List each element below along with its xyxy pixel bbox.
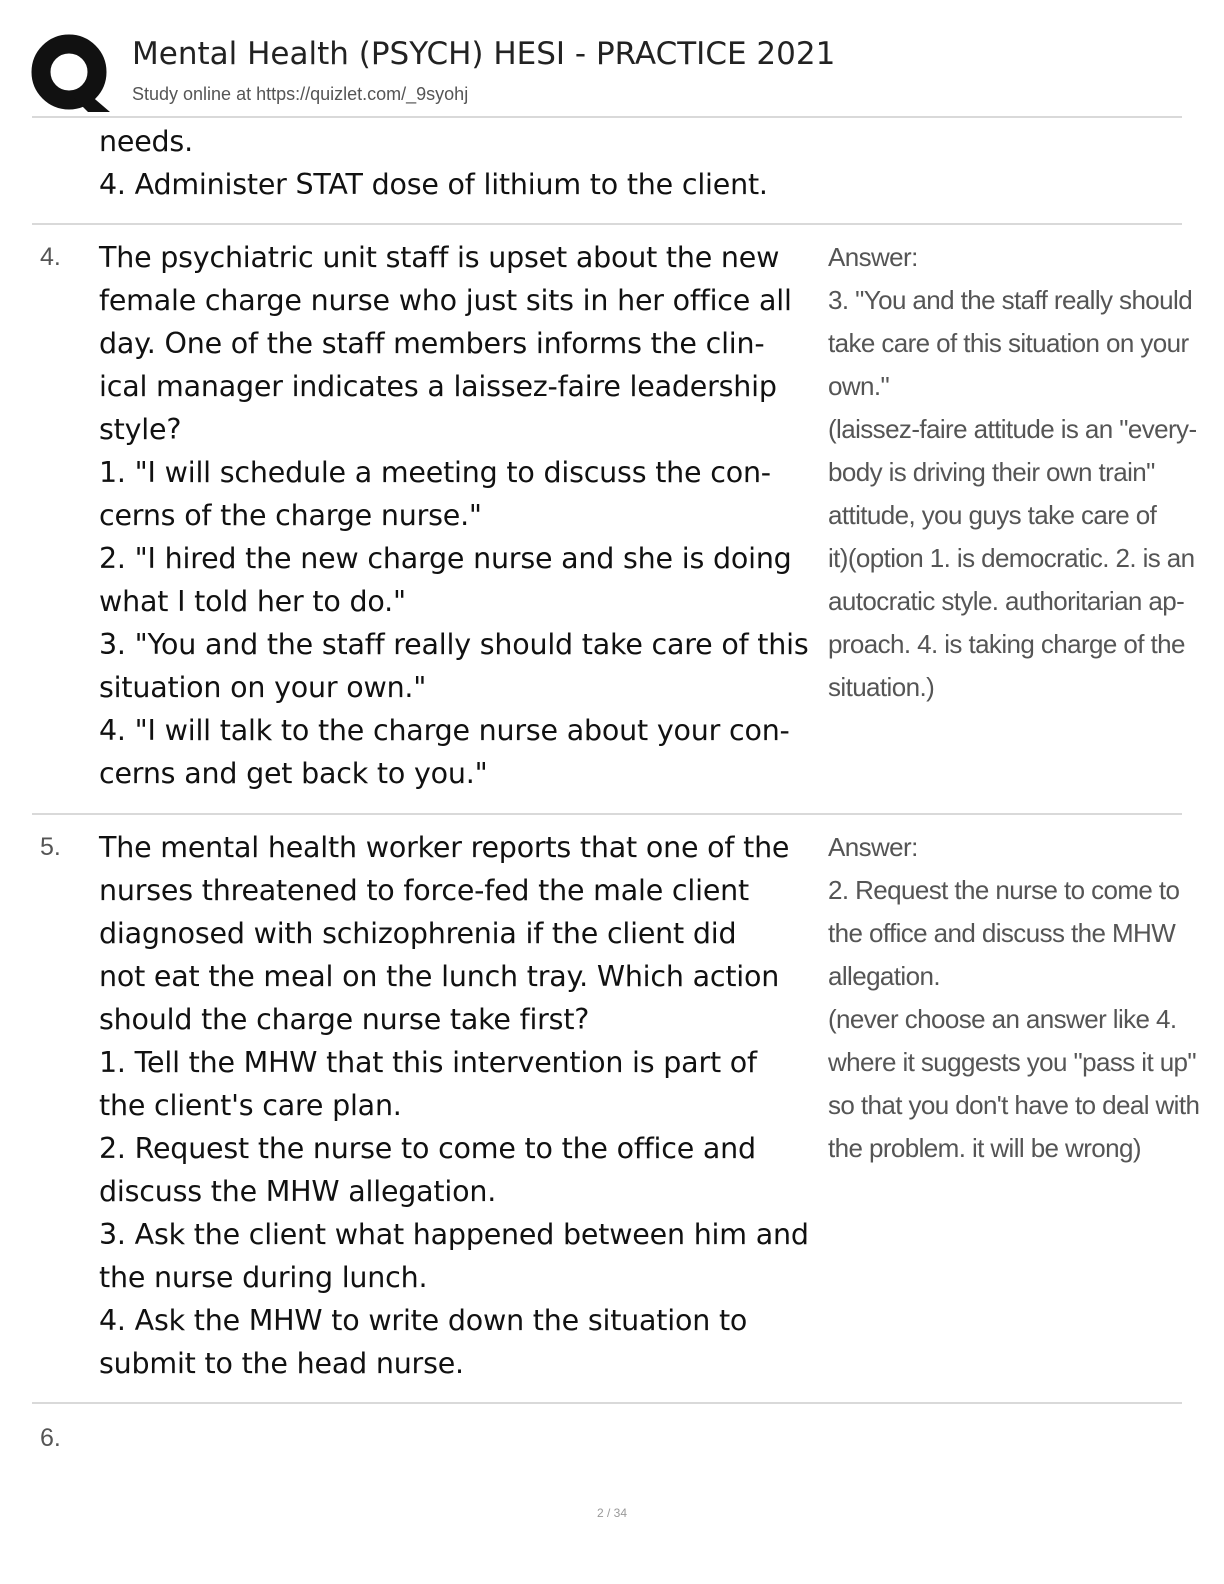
answer-label: Answer: bbox=[828, 242, 918, 272]
option-1: 1. Tell the MHW that this intervention is part of bbox=[99, 1046, 757, 1079]
text-line: The psychiatric unit staff is upset about the new bbox=[99, 241, 780, 274]
question-number: 6. bbox=[40, 1424, 61, 1452]
quizlet-logo-icon bbox=[30, 32, 112, 114]
divider bbox=[32, 813, 1182, 815]
text-line: attitude, you guys take care of bbox=[828, 500, 1157, 530]
page-header bbox=[0, 0, 1224, 118]
text-line: the problem. it will be wrong) bbox=[828, 1133, 1141, 1163]
text-line: proach. 4. is taking charge of the bbox=[828, 629, 1185, 659]
question-number: 5. bbox=[40, 833, 61, 861]
text-line: body is driving their own train" bbox=[828, 457, 1155, 487]
text-line: nurses threatened to force-fed the male client bbox=[99, 874, 750, 907]
text-line: where it suggests you "pass it up" bbox=[828, 1047, 1197, 1077]
text-line: (laissez-faire attitude is an "every- bbox=[828, 414, 1197, 444]
text-line: the nurse during lunch. bbox=[99, 1261, 428, 1294]
text-line: The mental health worker reports that one of the bbox=[99, 831, 790, 864]
text-line: submit to the head nurse. bbox=[99, 1347, 464, 1380]
text-line: cerns of the charge nurse." bbox=[99, 499, 482, 532]
page-number: 2 / 34 bbox=[596, 1506, 628, 1520]
page-title: Mental Health (PSYCH) HESI - PRACTICE 2021 bbox=[132, 36, 836, 72]
answer-text bbox=[828, 236, 1197, 709]
text-line: what I told her to do." bbox=[99, 585, 406, 618]
text-line: day. One of the staff members informs the clin- bbox=[99, 327, 765, 360]
text-line: 3. "You and the staff really should bbox=[828, 285, 1193, 315]
text-line: autocratic style. authoritarian ap- bbox=[828, 586, 1185, 616]
text-line: allegation. bbox=[828, 961, 940, 991]
divider bbox=[32, 1402, 1182, 1404]
text-line: situation.) bbox=[828, 672, 935, 702]
question-continuation bbox=[99, 120, 829, 206]
text-line: should the charge nurse take first? bbox=[99, 1003, 590, 1036]
option-3: 3. "You and the staff really should take care of this bbox=[99, 628, 809, 661]
option-3: 3. Ask the client what happened between him and bbox=[99, 1218, 809, 1251]
text-line: 2. Request the nurse to come to bbox=[828, 875, 1180, 905]
question-text bbox=[99, 826, 829, 1385]
option-2: 2. "I hired the new charge nurse and she is doing bbox=[99, 542, 792, 575]
divider bbox=[32, 223, 1182, 225]
study-online-link[interactable]: Study online at https://quizlet.com/_9syohj bbox=[132, 84, 469, 104]
text-line: situation on your own." bbox=[99, 671, 427, 704]
text-line: own." bbox=[828, 371, 890, 401]
text-line: diagnosed with schizophrenia if the client did bbox=[99, 917, 737, 950]
option-4: 4. Ask the MHW to write down the situation to bbox=[99, 1304, 748, 1337]
question-text bbox=[99, 236, 829, 795]
text-line: it)(option 1. is democratic. 2. is an bbox=[828, 543, 1195, 573]
text-line: so that you don't have to deal with bbox=[828, 1090, 1200, 1120]
text-line: (never choose an answer like 4. bbox=[828, 1004, 1177, 1034]
answer-text bbox=[828, 826, 1200, 1170]
option-4: 4. "I will talk to the charge nurse about your con- bbox=[99, 714, 790, 747]
text-line: needs. bbox=[99, 125, 193, 158]
text-line: not eat the meal on the lunch tray. Which action bbox=[99, 960, 780, 993]
text-line: the client's care plan. bbox=[99, 1089, 402, 1122]
text-line: ical manager indicates a laissez-faire leadership bbox=[99, 370, 777, 403]
text-line: cerns and get back to you." bbox=[99, 757, 488, 790]
answer-label: Answer: bbox=[828, 832, 918, 862]
option-2: 2. Request the nurse to come to the office and bbox=[99, 1132, 756, 1165]
text-line: female charge nurse who just sits in her office all bbox=[99, 284, 792, 317]
question-number: 4. bbox=[40, 243, 61, 271]
text-line: style? bbox=[99, 413, 182, 446]
text-line: discuss the MHW allegation. bbox=[99, 1175, 497, 1208]
option-1: 1. "I will schedule a meeting to discuss the con- bbox=[99, 456, 771, 489]
text-line: the office and discuss the MHW bbox=[828, 918, 1176, 948]
text-line: 4. Administer STAT dose of lithium to the client. bbox=[99, 168, 768, 201]
divider bbox=[32, 116, 1182, 118]
text-line: take care of this situation on your bbox=[828, 328, 1189, 358]
